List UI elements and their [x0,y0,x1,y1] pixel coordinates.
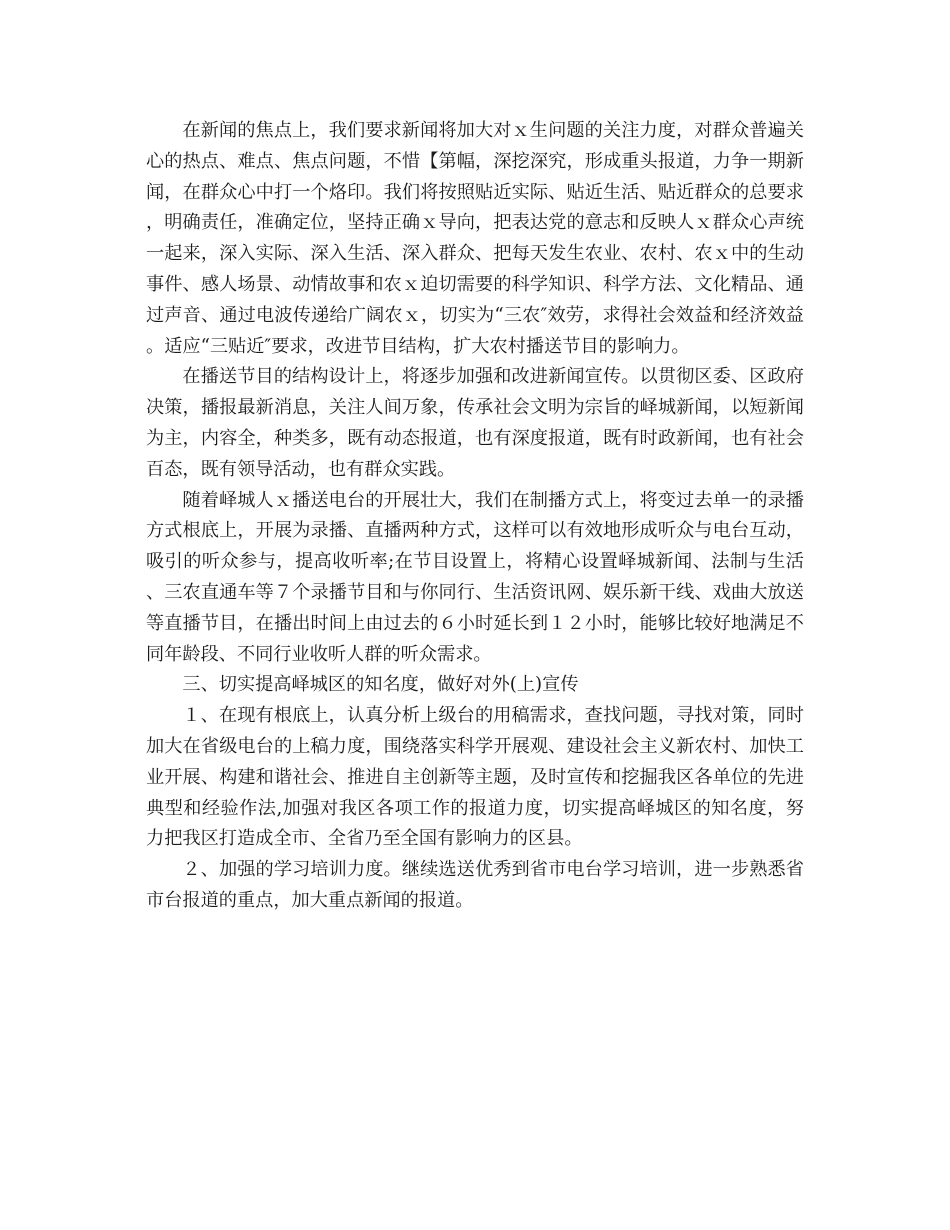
paragraph-news-focus: 在新闻的焦点上，我们要求新闻将加大对ｘ生问题的关注力度，对群众普遍关心的热点、难点、焦点问题，不惜【第幅，深挖深究，形成重头报道，力争一期新闻，在群众心中打一个烙印。我们将按照贴近实际、贴近生活、贴近群众的总要求，明确责任，准确定位，坚持正确ｘ导向，把表达党的意志和反映人ｘ群众心声统一起来，深入实际、深入生活、深入群众、把每天发生农业、农村、农ｘ中的生动事件、感人场景、动情故事和农ｘ迫切需要的科学知识、科学方法、文化精品、通过声音、通过电波传递给广阔农ｘ，切实为“三农″效劳，求得社会效益和经济效益。适应“三贴近″要求，改进节目结构，扩大农村播送节目的影响力。 [146,120,804,357]
paragraph-item-1: １、在现有根底上，认真分析上级台的用稿需求，查找问题，寻找对策，同时加大在省级电台的上稿力度，围绕落实科学开展观、建设社会主义新农村、加快工业开展、构建和谐社会、推进自主创新等主题，及时宣传和挖掘我区各单位的先进典型和经验作法,加强对我区各项工作的报道力度，切实提高峄城区的知名度，努力把我区打造成全市、全省乃至全国有影响力的区县。 [146,705,804,850]
section-heading-external-publicity: 三、切实提高峄城区的知名度，做好对外(上)宣传 [182,674,579,696]
document-body [146,116,804,917]
paragraph-broadcast-mode: 随着峄城人ｘ播送电台的开展壮大，我们在制播方式上，将变过去单一的录播方式根底上，开展为录播、直播两种方式，这样可以有效地形成听众与电台互动，吸引的听众参与，提高收听率;在节目设置上，将精心设置峄城新闻、法制与生活、三农直通车等７个录播节目和与你同行、生活资讯网、娱乐新干线、戏曲大放送等直播节目，在播出时间上由过去的６小时延长到１２小时，能够比较好地满足不同年龄段、不同行业收听人群的听众需求。 [146,489,804,665]
paragraph-program-structure: 在播送节目的结构设计上，将逐步加强和改进新闻宣传。以贯彻区委、区政府决策，播报最新消息，关注人间万象，传承社会文明为宗旨的峄城新闻，以短新闻为主，内容全，种类多，既有动态报道，也有深度报道，既有时政新闻，也有社会百态，既有领导活动，也有群众实践。 [146,366,804,480]
paragraph-item-2: ２、加强的学习培训力度。继续选送优秀到省市电台学习培训，进一步熟悉省市台报道的重点，加大重点新闻的报道。 [146,859,804,911]
